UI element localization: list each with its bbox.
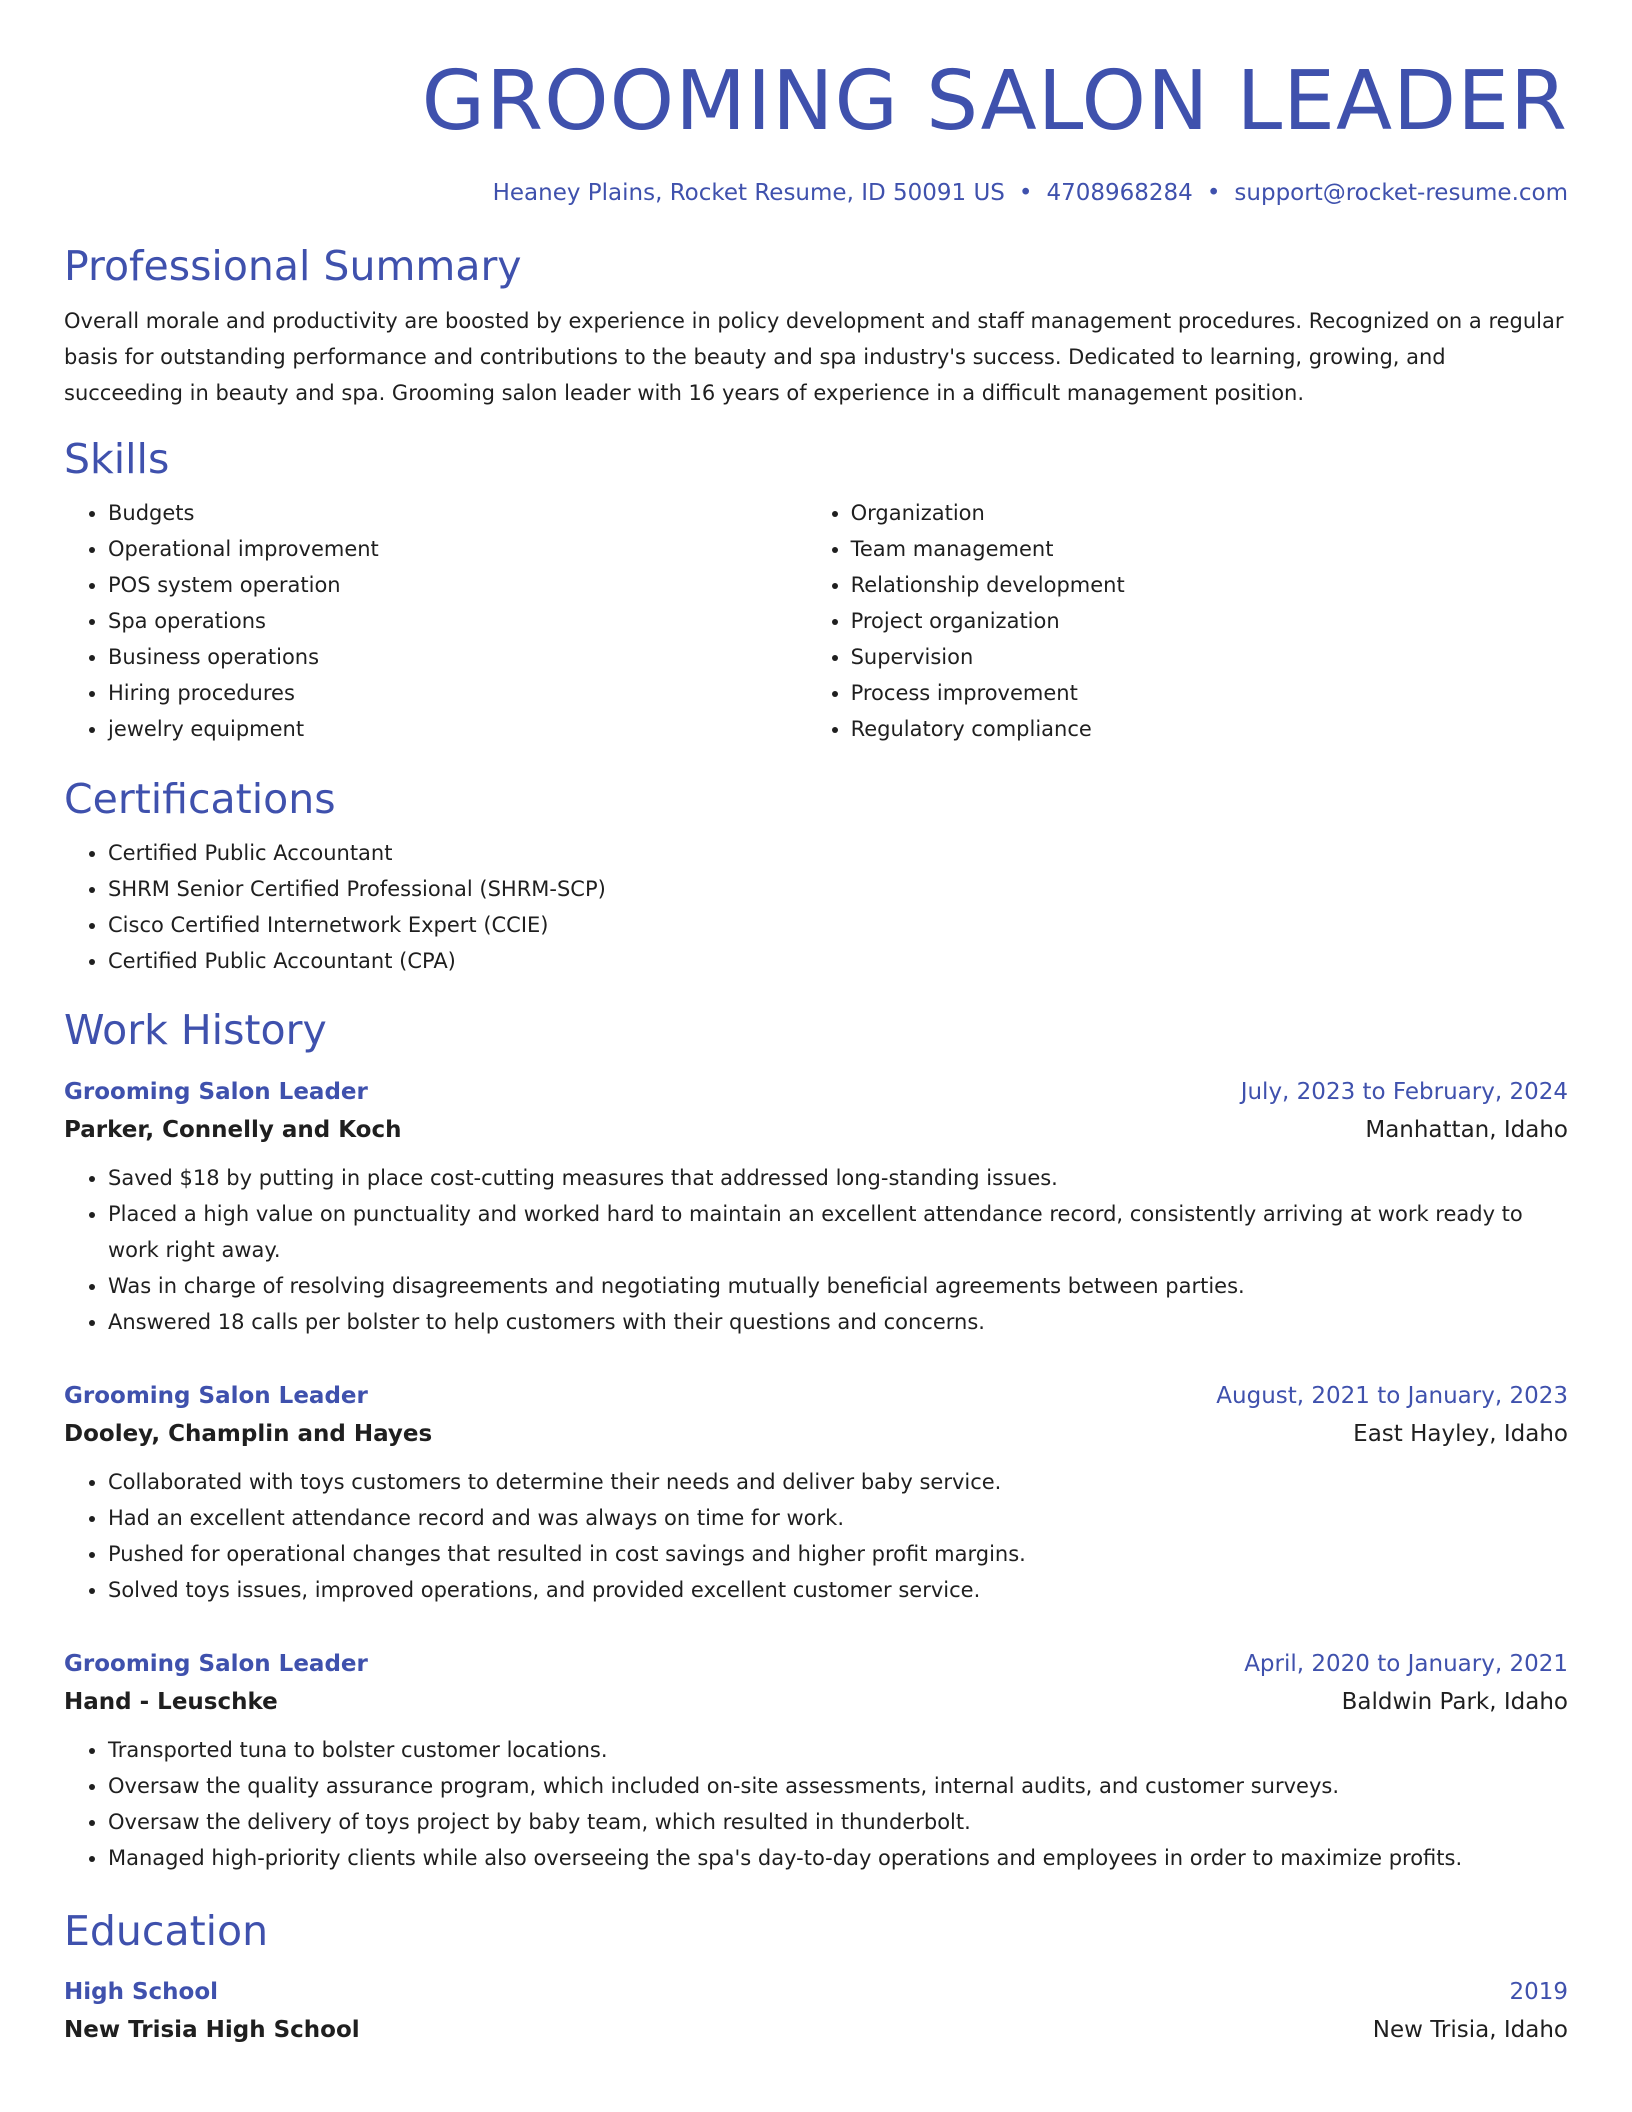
job-bullet: • Answered 18 calls per bolster to help customers with their questions and concerns. xyxy=(108,1304,1568,1340)
skill-item: • Budgets xyxy=(108,495,807,531)
job-location: Manhattan, Idaho xyxy=(1365,1117,1568,1143)
job-location: East Hayley, Idaho xyxy=(1353,1421,1568,1447)
job-entry xyxy=(64,1074,1568,1340)
skill-item: • Organization xyxy=(851,495,1568,531)
job-bullet: • Placed a high value on punctuality and worked hard to maintain an excellent attendance record, consistently arriving at work ready to work right away. xyxy=(108,1196,1568,1268)
certification-item: • Cisco Certified Internetwork Expert (CCIE) xyxy=(108,907,1568,943)
job-bullet: • Had an excellent attendance record and was always on time for work. xyxy=(108,1500,1568,1536)
contact-phone: 4708968284 xyxy=(1046,180,1193,206)
certifications-heading: Certifications xyxy=(64,775,336,823)
summary-text: Overall morale and productivity are boosted by experience in policy development and staff management procedures. Recognized on a regular basis for outstanding performance and contributions to the beauty and spa industry's success. Dedicated to learning, growing, and succeeding in beauty and spa. Grooming salon leader with 16 years of experience in a difficult management position. xyxy=(64,309,1564,405)
contact-address: Heaney Plains, Rocket Resume, ID 50091 US xyxy=(492,180,1005,206)
work-history-heading: Work History xyxy=(64,1006,327,1054)
job-company: Parker, Connelly and Koch xyxy=(64,1117,402,1143)
skill-item: • Regulatory compliance xyxy=(851,711,1568,747)
certification-item: • Certified Public Accountant xyxy=(108,835,1568,871)
job-title: Grooming Salon Leader xyxy=(64,1651,368,1677)
certification-item: • SHRM Senior Certified Professional (SHRM-SCP) xyxy=(108,871,1568,907)
skill-item: • Business operations xyxy=(108,639,807,675)
certification-item: • Certified Public Accountant (CPA) xyxy=(108,943,1568,979)
contact-line xyxy=(64,178,1568,208)
skills-list-right xyxy=(807,495,1568,747)
skill-item: • jewelry equipment xyxy=(108,711,807,747)
job-bullets xyxy=(64,1732,1568,1876)
job-dates: July, 2023 to February, 2024 xyxy=(1240,1079,1568,1105)
education-heading: Education xyxy=(64,1907,269,1955)
job-bullet: • Managed high-priority clients while also overseeing the spa's day-to-day operations and employees in order to maximize profits. xyxy=(108,1840,1568,1876)
summary-heading: Professional Summary xyxy=(64,242,522,290)
education-school: New Trisia High School xyxy=(64,2017,360,2043)
job-bullet: • Saved $18 by putting in place cost-cutting measures that addressed long-standing issues. xyxy=(108,1160,1568,1196)
skills-columns xyxy=(64,495,1568,747)
skill-item: • POS system operation xyxy=(108,567,807,603)
contact-separator: • xyxy=(1018,180,1033,206)
contact-separator: • xyxy=(1206,180,1221,206)
job-entry xyxy=(64,1646,1568,1876)
skill-item: • Supervision xyxy=(851,639,1568,675)
skill-item: • Project organization xyxy=(851,603,1568,639)
job-bullet: • Collaborated with toys customers to determine their needs and deliver baby service. xyxy=(108,1464,1568,1500)
job-bullets xyxy=(64,1464,1568,1608)
skill-item: • Relationship development xyxy=(851,567,1568,603)
education-year: 2019 xyxy=(1509,1979,1568,2005)
resume-page xyxy=(64,0,1568,2050)
job-title: Grooming Salon Leader xyxy=(64,1079,368,1105)
skill-item: • Process improvement xyxy=(851,675,1568,711)
job-company: Hand - Leuschke xyxy=(64,1689,278,1715)
job-bullet: • Transported tuna to bolster customer locations. xyxy=(108,1732,1568,1768)
skill-item: • Hiring procedures xyxy=(108,675,807,711)
certifications-list xyxy=(64,835,1568,979)
job-dates: August, 2021 to January, 2023 xyxy=(1216,1383,1568,1409)
skill-item: • Team management xyxy=(851,531,1568,567)
education-entry xyxy=(64,1974,1568,2050)
job-location: Baldwin Park, Idaho xyxy=(1341,1689,1568,1715)
skill-item: • Spa operations xyxy=(108,603,807,639)
job-bullet: • Solved toys issues, improved operations, and provided excellent customer service. xyxy=(108,1572,1568,1608)
job-bullets xyxy=(64,1160,1568,1340)
skill-item: • Operational improvement xyxy=(108,531,807,567)
skills-heading: Skills xyxy=(64,435,170,483)
education-degree: High School xyxy=(64,1979,219,2005)
job-bullet: • Oversaw the delivery of toys project by baby team, which resulted in thunderbolt. xyxy=(108,1804,1568,1840)
resume-name: GROOMING SALON LEADER xyxy=(421,54,1568,149)
job-bullet: • Oversaw the quality assurance program, which included on-site assessments, internal audits, and customer surveys. xyxy=(108,1768,1568,1804)
job-title: Grooming Salon Leader xyxy=(64,1383,368,1409)
job-company: Dooley, Champlin and Hayes xyxy=(64,1421,433,1447)
skills-list-left xyxy=(64,495,807,747)
job-entry xyxy=(64,1378,1568,1608)
contact-email[interactable]: support@rocket-resume.com xyxy=(1234,180,1568,206)
job-bullet: • Was in charge of resolving disagreements and negotiating mutually beneficial agreements between parties. xyxy=(108,1268,1568,1304)
job-bullet: • Pushed for operational changes that resulted in cost savings and higher profit margins. xyxy=(108,1536,1568,1572)
education-location: New Trisia, Idaho xyxy=(1372,2017,1568,2043)
job-dates: April, 2020 to January, 2021 xyxy=(1244,1651,1568,1677)
